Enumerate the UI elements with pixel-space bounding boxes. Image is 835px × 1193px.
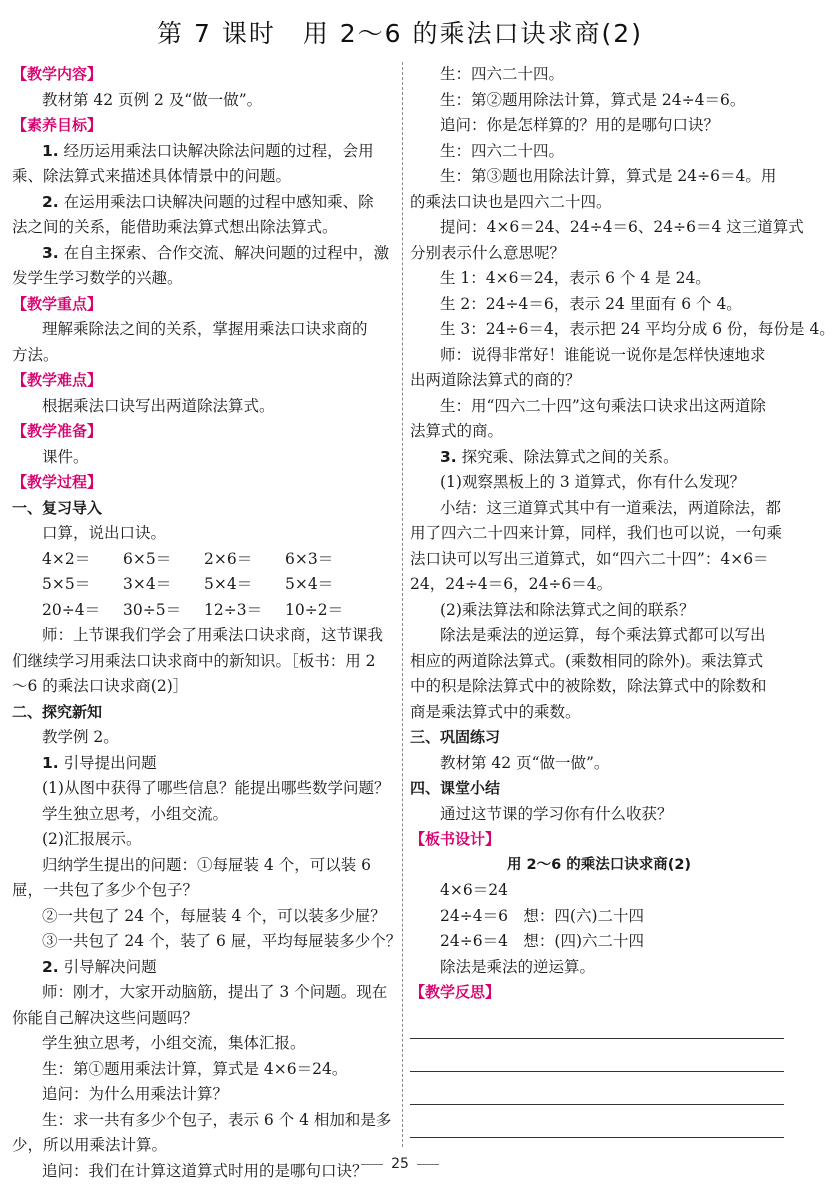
student-line: 生 2：24÷4＝6，表示 24 里面有 6 个 4。	[440, 294, 742, 313]
relation-text-cont: 商是乘法算式中的乘数。	[410, 702, 581, 721]
student-line: 生 1：4×6＝24，表示 6 个 4 是 24。	[440, 269, 711, 287]
relation-text-cont: 相应的两道除法算式。(乘数相同的除外)。乘法算式	[410, 651, 764, 670]
arith-item: 6×3＝	[285, 549, 334, 568]
practice-text: 教材第 42 页“做一做”。	[440, 753, 610, 772]
prep-text: 课件。	[42, 447, 89, 466]
student-line: 生：用“四六二十四”这句乘法口诀求出这两道除	[440, 396, 766, 415]
student-line: 生：求一共有多少个包子，表示 6 个 4 相加和是多	[42, 1110, 392, 1129]
heading-explore: 二、探究新知	[12, 702, 103, 721]
summary-line: ②一共包了 24 个，每屉装 4 个，可以装多少屉？	[42, 906, 386, 925]
page-footer	[0, 1156, 800, 1172]
student-line-cont: 法算式的商。	[410, 422, 504, 440]
goal-3-number: 3.	[42, 243, 59, 262]
step-2	[12, 955, 394, 981]
section-tag-content: 【教学内容】	[12, 65, 103, 83]
page-number: 25	[391, 1156, 409, 1172]
summary-line: 归纳学生提出的问题：①每屉装 4 个，可以装 6	[42, 855, 372, 874]
page-title: 第 7 课时 用 2～6 的乘法口诀求商(2)	[157, 19, 643, 48]
right-column	[410, 62, 835, 1138]
teacher-line: 师：刚才，大家开动脑筋，提出了 3 个问题。现在	[42, 983, 388, 1001]
arith-item: 5×4＝	[285, 575, 334, 593]
observe-line: (1)观察黑板上的 3 道算式，你有什么发现？	[440, 473, 746, 491]
heading-summary: 四、课堂小结	[410, 779, 501, 797]
goal-1	[12, 139, 394, 165]
goal-3	[12, 241, 394, 267]
question-line-cont: 分别表示什么意思呢？	[410, 243, 566, 262]
step-2-text: 引导解决问题	[58, 957, 157, 976]
summary-line-cont: 用了四六二十四来计算，同样，我们也可以说，一句乘	[410, 524, 783, 542]
question-line: 提问：4×6＝24、24÷4＝6、24÷6＝4 这三道算式	[440, 218, 804, 236]
arith-row	[12, 572, 394, 598]
student-line: 生：第①题用乘法计算，算式是 4×6＝24。	[42, 1059, 348, 1078]
board-line: 24÷6＝4 想：(四)六二十四	[440, 932, 645, 950]
step-3-text: 探究乘、除法算式之间的关系。	[456, 447, 679, 466]
teacher-line: 师：说得非常好！谁能说一说你是怎样快速地求	[440, 345, 766, 364]
section-tag-goal: 【素养目标】	[12, 116, 103, 134]
section-tag-reflection: 【教学反思】	[410, 983, 501, 1001]
key-text: 理解乘除法之间的关系，掌握用乘法口诀求商的	[42, 320, 368, 338]
arith-row	[12, 598, 394, 624]
step-2-number: 2.	[42, 957, 59, 976]
arith-row	[12, 547, 394, 573]
difficulty-text: 根据乘法口诀写出两道除法算式。	[42, 396, 275, 415]
footer-dash	[361, 1164, 383, 1165]
followup-line: 追问：为什么用乘法计算？	[42, 1085, 229, 1103]
arith-item: 5×5＝	[42, 575, 91, 593]
arith-item: 3×4＝	[123, 575, 172, 593]
arith-item: 6×5＝	[123, 549, 172, 568]
arith-item: 10÷2＝	[285, 600, 344, 619]
reflection-writing-line	[410, 1105, 784, 1138]
student-line: 生：第②题用除法计算，算式是 24÷4＝6。	[440, 90, 746, 109]
summary-line: 小结：这三道算式其中有一道乘法，两道除法，都	[440, 498, 782, 517]
question-1: (1)从图中获得了哪些信息？能提出哪些数学问题？	[42, 779, 390, 797]
summary-line-cont: 法口诀可以写出三道算式，如“四六二十四”：4×6＝	[410, 549, 769, 568]
step-1-text: 引导提出问题	[58, 753, 157, 772]
summary-line: ③一共包了 24 个，装了 6 屉，平均每屉装多少个？	[42, 932, 402, 950]
section-tag-process: 【教学过程】	[12, 473, 103, 491]
reflection-writing-line	[410, 1006, 784, 1039]
arith-item: 12÷3＝	[204, 600, 263, 619]
arith-item: 2×6＝	[204, 549, 253, 568]
section-tag-key: 【教学重点】	[12, 294, 103, 313]
footer-dash	[417, 1164, 439, 1165]
question-2: (2)汇报展示。	[42, 830, 142, 848]
teacher-line-cont: 你能自己解决这些问题吗？	[12, 1008, 199, 1027]
goal-3-cont: 发学生学习数学的兴趣。	[12, 269, 183, 287]
goal-2	[12, 190, 394, 216]
heading-practice: 三、巩固练习	[410, 728, 501, 746]
relation-text: 除法是乘法的逆运算，每个乘法算式都可以写出	[440, 626, 766, 644]
teacher-line-cont: 们继续学习用乘法口诀求商中的新知识。［板书：用 2	[12, 651, 376, 670]
student-line: 生：四六二十四。	[440, 141, 565, 160]
board-title: 用 2～6 的乘法口诀求商(2)	[506, 856, 692, 873]
board-line: 4×6＝24	[440, 881, 508, 899]
goal-2-text: 在运用乘法口诀解决问题的过程中感知乘、除	[58, 192, 374, 211]
arith-item: 20÷4＝	[42, 600, 101, 619]
summary-line-cont: 屉，一共包了多少个包子？	[12, 881, 199, 899]
heading-review: 一、复习导入	[12, 498, 103, 517]
student-line: 生 3：24÷6＝4，表示把 24 平均分成 6 份，每份是 4。	[440, 320, 835, 338]
example-label: 教学例 2。	[42, 728, 119, 746]
relation-question: (2)乘法算法和除法算式之间的联系？	[440, 600, 695, 619]
goal-3-text: 在自主探索、合作交流、解决问题的过程中，激	[58, 243, 390, 262]
goal-1-number: 1.	[42, 141, 59, 160]
step-1-number: 1.	[42, 753, 59, 772]
student-line-cont: 的乘法口诀也是四六二十四。	[410, 192, 612, 211]
teacher-line-cont: ～6 的乘法口诀求商(2)］	[12, 677, 189, 695]
board-line: 除法是乘法的逆运算。	[440, 957, 596, 976]
section-tag-difficulty: 【教学难点】	[12, 371, 103, 389]
content-text: 教材第 42 页例 2 及“做一做”。	[42, 90, 263, 109]
teacher-line: 师：上节课我们学会了用乘法口诀求商，这节课我	[42, 626, 384, 644]
summary-line-cont: 24，24÷4＝6，24÷6＝4。	[410, 575, 613, 593]
goal-2-number: 2.	[42, 192, 59, 211]
student-line: 生：四六二十四。	[440, 65, 565, 83]
relation-text-cont: 中的积是除法算式中的被除数，除法算式中的除数和	[410, 677, 767, 695]
goal-1-text: 经历运用乘法口诀解决除法问题的过程，会用	[58, 141, 374, 160]
step-3-number: 3.	[440, 447, 457, 466]
board-line: 24÷4＝6 想：四(六)二十四	[440, 906, 645, 925]
section-tag-board: 【板书设计】	[410, 830, 501, 848]
oral-calc-prompt: 口算，说出口诀。	[42, 524, 167, 542]
student-line-cont: 少，所以用乘法计算。	[12, 1136, 168, 1154]
arith-item: 30÷5＝	[123, 600, 182, 619]
step-1	[12, 751, 394, 777]
goal-2-cont: 法之间的关系，能借助乘法算式想出除法算式。	[12, 218, 338, 236]
teacher-line-cont: 出两道除法算式的商的？	[410, 371, 581, 389]
section-tag-prep: 【教学准备】	[12, 422, 103, 440]
student-line: 学生独立思考，小组交流，集体汇报。	[42, 1034, 306, 1052]
question-1-note: 学生独立思考，小组交流。	[42, 804, 229, 823]
summary-question: 通过这节课的学习你有什么收获？	[440, 804, 673, 823]
student-line: 生：第③题也用除法计算，算式是 24÷6＝4。用	[440, 167, 777, 185]
followup-line: 追问：你是怎样算的？用的是哪句口诀？	[440, 116, 720, 134]
reflection-writing-line	[410, 1039, 784, 1072]
reflection-writing-line	[410, 1072, 784, 1105]
key-text-cont: 方法。	[12, 345, 59, 364]
step-3	[410, 445, 788, 471]
arith-item: 4×2＝	[42, 549, 91, 568]
followup-line: 追问：我们在计算这道算式时用的是哪句口诀？	[42, 1161, 368, 1180]
arith-item: 5×4＝	[204, 575, 253, 593]
goal-1-cont: 乘、除法算式来描述具体情景中的问题。	[12, 167, 292, 185]
column-divider	[402, 62, 403, 1147]
